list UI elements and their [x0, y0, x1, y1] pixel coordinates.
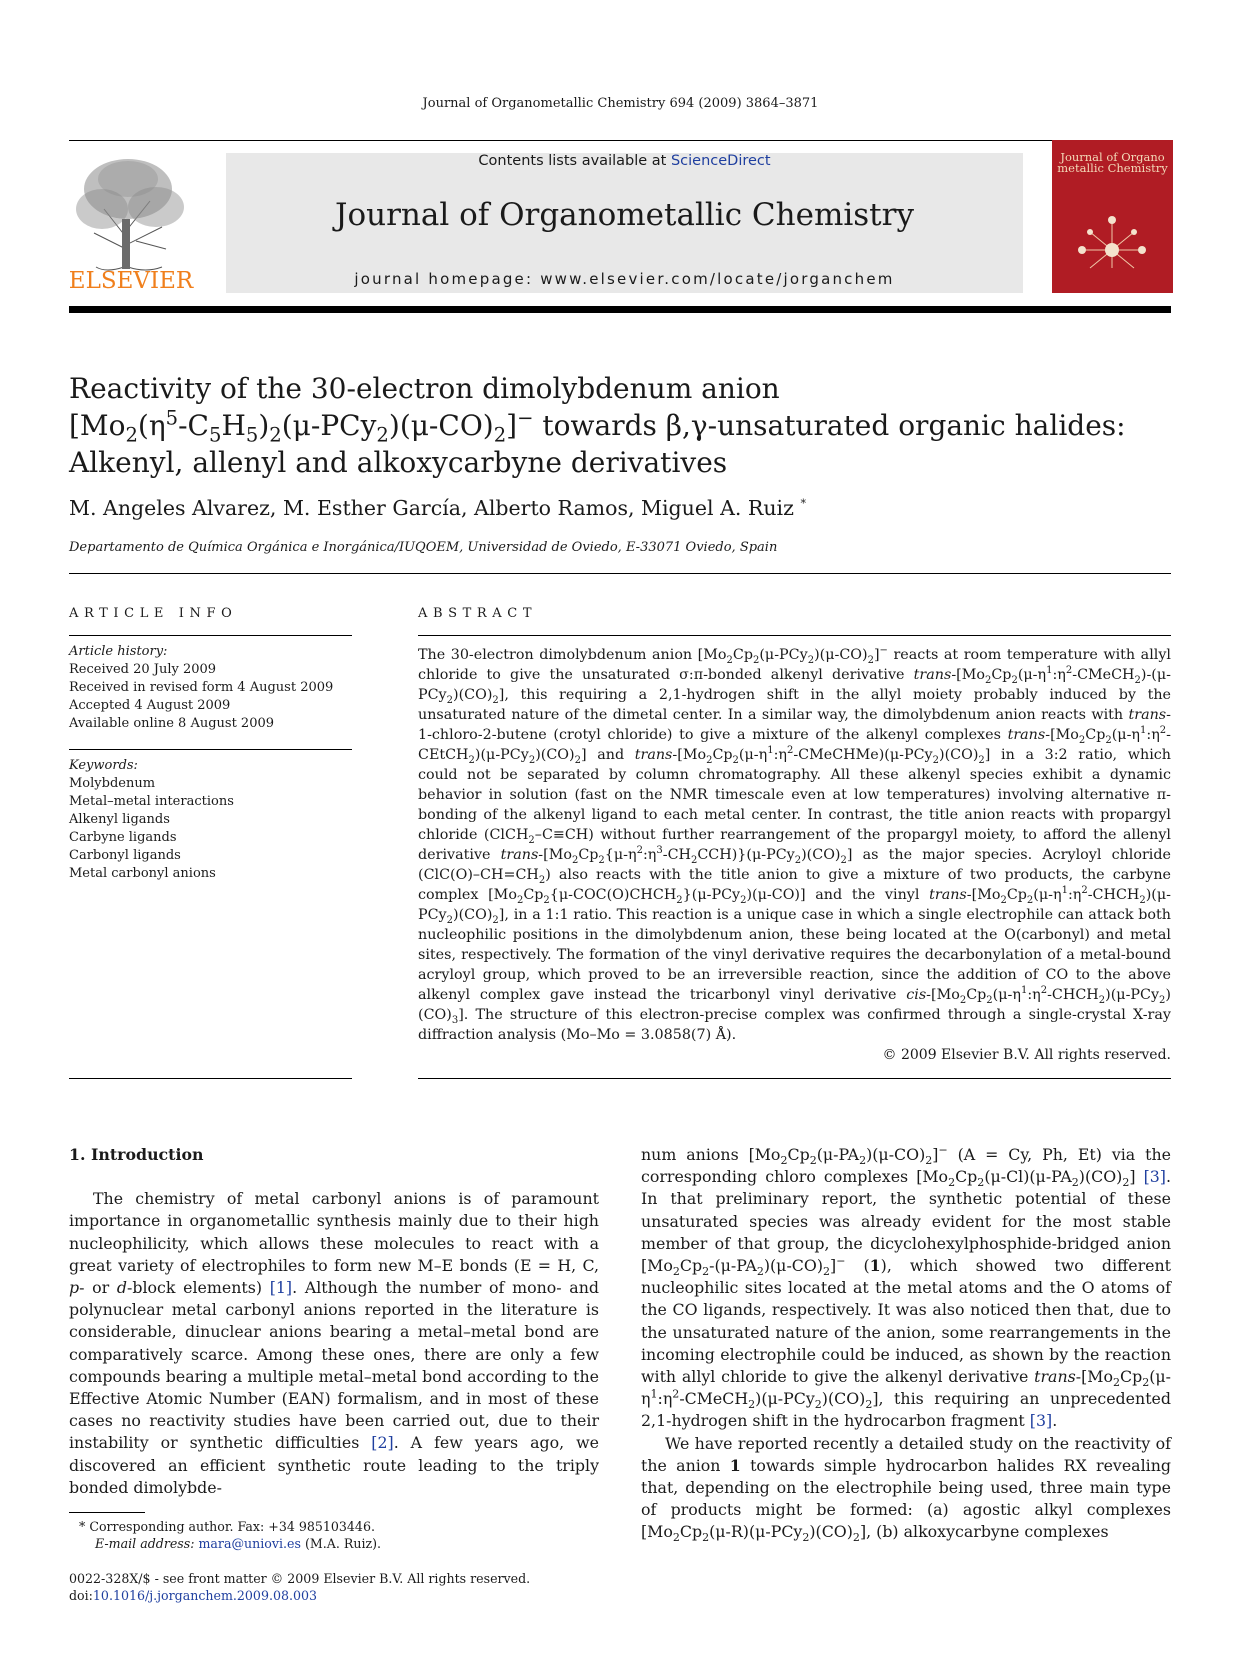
history-label: Article history:: [69, 644, 168, 659]
svg-text:ELSEVIER: ELSEVIER: [68, 268, 194, 291]
authors-text: M. Angeles Alvarez, M. Esther García, Alberto Ramos, Miguel A. Ruiz: [69, 496, 794, 520]
reference-link[interactable]: [1]: [269, 1278, 293, 1298]
footer-issn-doi: [69, 1570, 530, 1604]
journal-cover-image: [1052, 140, 1173, 293]
corresponding-text: Corresponding author. Fax: +34 985103446.: [89, 1519, 375, 1534]
abstract-rule: [418, 635, 1171, 636]
history-accepted: Accepted 4 August 2009: [69, 698, 231, 713]
intro-paragraph-1: The chemistry of metal carbonyl anions is of paramount importance in organometallic synthesis mainly due to their high nucleophilicity, which allows these molecules to react with a great variety of electrophiles to form new M–E bonds (E = H, C, p- or d-block elements) [1]. Although the number of mono- and polynuclear metal carbonyl anions reported in the literature is considerable, dinuclear anions bearing a metal–metal bond are comparatively scarce. Among these ones, there are only a few compounds bearing a multiple metal–metal bond according to the Effective Atomic Number (EAN) formalism, and in most of these cases no reactivity studies have been carried out, due to their instability or synthetic difficulties [2]. A few years ago, we discovered an efficient synthetic route leading to the triply bonded dimolybde-: [69, 1189, 599, 1497]
sciencedirect-link[interactable]: ScienceDirect: [670, 153, 771, 169]
doi-link[interactable]: 10.1016/j.jorganchem.2009.08.003: [92, 1588, 318, 1603]
title-line-1: Reactivity of the 30-electron dimolybdenum anion: [69, 372, 780, 405]
abstract-copyright: © 2009 Elsevier B.V. All rights reserved.: [882, 1047, 1171, 1063]
article-info-rule: [69, 635, 352, 636]
article-info-heading: ARTICLE INFO: [69, 606, 238, 621]
corresponding-mark[interactable]: *: [800, 497, 806, 511]
history-online: Available online 8 August 2009: [69, 716, 275, 731]
journal-title: Journal of Organometallic Chemistry: [335, 197, 914, 233]
email-label: E-mail address:: [95, 1536, 195, 1551]
article-info-bottom-rule: [69, 1078, 352, 1079]
contents-line: [226, 153, 1023, 169]
intro-paragraph-2: num anions $[Mo_2Cp_2(\mu-PA_2)(\mu-CO)_2]^-$ (A = Cy, Ph, Et) via the corresponding chloro complexes $[Mo_2Cp_2(\mu-Cl)(\mu-PA_2)(CO)_2]$ [3]. In that preliminary report, the synthetic potential of these unsaturated species was already evident for the most stable member of that group, the dicyclohexylphosphide-bridged anion $[Mo_2Cp_2-(\mu-PA_2)(\mu-CO)_2]^-$ (1), which showed two different nucleophilic sites located at the metal atoms and the O atoms of the CO ligands, respectively. It was also noticed then that, due to the unsaturated nature of the anion, some rearrangements in the incoming electrophile could be induced, as shown by the reaction with allyl chloride to give the alkenyl derivative trans-$[Mo_2Cp_2(\mu-\eta^1:\eta^2-CMeCH_2)(\mu-PCy_2)(CO)_2]$, this requiring an unprecedented 2,1-hydrogen shift in the hydrocarbon fragment [3].: [641, 1143, 1172, 1431]
reference-link[interactable]: [3]: [1143, 1167, 1166, 1187]
cover-title: Journal of Organo metallic Chemistry: [1057, 150, 1168, 175]
elsevier-tree-logo: [66, 149, 196, 291]
journal-homepage-link[interactable]: journal homepage: www.elsevier.com/locate/jorganchem: [354, 270, 895, 288]
issn-line: 0022-328X/$ - see front matter © 2009 Elsevier B.V. All rights reserved.: [69, 1571, 531, 1586]
keyword-item: Metal–metal interactions: [69, 794, 234, 809]
history-received: Received 20 July 2009: [69, 662, 217, 677]
section-heading: 1. Introduction: [69, 1145, 204, 1164]
article-history: [69, 643, 333, 733]
body-right-column: [641, 1144, 1171, 1544]
keyword-item: Alkenyl ligands: [69, 812, 170, 827]
email-link[interactable]: mara@uniovi.es: [198, 1536, 301, 1551]
reference-link[interactable]: [2]: [371, 1433, 394, 1453]
title-line-2: $[Mo_2(\eta^5-C_5H_5)_2(\mu-PCy_2)(\mu-CO)_2]^-$ towards β,γ-unsaturated organic halides:: [69, 406, 1126, 447]
header-rule: [69, 140, 1171, 141]
reference-link[interactable]: [3]: [1029, 1411, 1053, 1431]
email-suffix: (M.A. Ruiz).: [304, 1536, 382, 1551]
cover-molecule-graphic: [1052, 140, 1173, 293]
header-thick-rule: [69, 306, 1171, 313]
article-title: [69, 370, 1169, 481]
keyword-item: Carbonyl ligands: [69, 848, 181, 863]
keyword-item: Carbyne ligands: [69, 830, 177, 845]
abstract-text: The 30-electron dimolybdenum anion $[Mo_2Cp_2(\mu-PCy_2)(\mu-CO)_2]^-$ reacts at room temperature with allyl chloride to give the unsaturated σ:π-bonded alkenyl derivative trans-$[Mo_2Cp_2(\mu-\eta^1:\eta^2-CMeCH_2)-(\mu-PCy_2)(CO)_2]$, this requiring a 2,1-hydrogen shift in the allyl moiety probably induced by the unsaturated nature of the dimetal center. In a similar way, the dimolybdenum anion reacts with trans-1-chloro-2-butene (crotyl chloride) to give a mixture of the alkenyl complexes trans-$[Mo_2Cp_2(\mu-\eta^1:\eta^2-CEtCH_2)(\mu-PCy_2)(CO)_2]$ and trans-$[Mo_2Cp_2(\mu-\eta^1:\eta^2-CMeCHMe)(\mu-PCy_2)(CO)_2]$ in a 3:2 ratio, which could not be separated by column chromatography. All these alkenyl species exhibit a dynamic behavior in solution (fast on the NMR timescale even at low temperatures) involving alternative π-bonding of the alkenyl ligand to each metal center. In contrast, the title anion reacts with propargyl chloride (ClCH$_2$–C≡CH) without further rearrangement of the propargyl moiety, to afford the allenyl derivative trans-$[Mo_2Cp_2\{\mu-\eta^2:\eta^3-CH_2CCH)\}(\mu-PCy_2)(CO)_2$] as the major species. Acryloyl chloride $(ClC(O)-CH=CH_2)$ also reacts with the title anion to give a mixture of two products, the carbyne complex $[Mo_2Cp_2\{\mu-COC(O)CHCH_2\}(\mu-PCy_2)(\mu-CO)]$ and the vinyl trans-$[Mo_2Cp_2(\mu-\eta^1:\eta^2-CHCH_2)(\mu-PCy_2)(CO)_2]$, in a 1:1 ratio. This reaction is a unique case in which a single electrophile can attack both nucleophilic positions in the dimolybdenum anion, these being located at the O(carbonyl) and metal sites, respectively. The formation of the vinyl derivative requires the decarbonylation of a metal-bound acryloyl group, which proved to be an irreversible reaction, since the addition of CO to the above alkenyl complex gave instead the tricarbonyl vinyl derivative cis-$[Mo_2Cp_2(\mu-\eta^1:\eta^2-CHCH_2)(\mu-PCy_2)(CO)_3]$. The structure of this electron-precise complex was confirmed through a single-crystal X-ray diffraction analysis (Mo–Mo = 3.0858(7) Å).: [418, 645, 1172, 1043]
history-revised: Received in revised form 4 August 2009: [69, 680, 334, 695]
keyword-item: Molybdenum: [69, 776, 156, 791]
abstract-bottom-rule: [418, 1078, 1171, 1079]
author-list: [69, 496, 806, 520]
keywords: [69, 757, 234, 883]
affiliation: Departamento de Química Orgánica e Inorgánica/IUQOEM, Universidad de Oviedo, E-33071 Oviedo, Spain: [69, 540, 778, 555]
contents-prefix: Contents lists available at: [478, 153, 671, 169]
keywords-rule: [69, 749, 352, 750]
intro-paragraph-3: We have reported recently a detailed study on the reactivity of the anion 1 towards simple hydrocarbon halides RX revealing that, depending on the electrophile being used, three main type of products might be formed: (a) agostic alkyl complexes $[Mo_2Cp_2(\mu-R)(\mu-PCy_2)(CO)_2]$, (b) alkoxycarbyne complexes: [641, 1433, 1171, 1545]
doi-label: doi:: [69, 1588, 93, 1603]
footnote-rule: [69, 1512, 145, 1513]
keyword-item: Metal carbonyl anions: [69, 866, 216, 881]
abstract-heading: ABSTRACT: [418, 606, 538, 621]
journal-citation: Journal of Organometallic Chemistry 694 (2009) 3864–3871: [422, 96, 819, 111]
title-line-3: Alkenyl, allenyl and alkoxycarbyne derivatives: [69, 446, 728, 479]
footnote-corresponding: * Corresponding author. Fax: +34 985103446. E-mail address: mara@uniovi.es (M.A. Ruiz).: [79, 1519, 382, 1551]
affiliation-rule: [69, 573, 1171, 574]
keywords-label: Keywords:: [69, 758, 138, 773]
body-left-column: [69, 1144, 599, 1499]
